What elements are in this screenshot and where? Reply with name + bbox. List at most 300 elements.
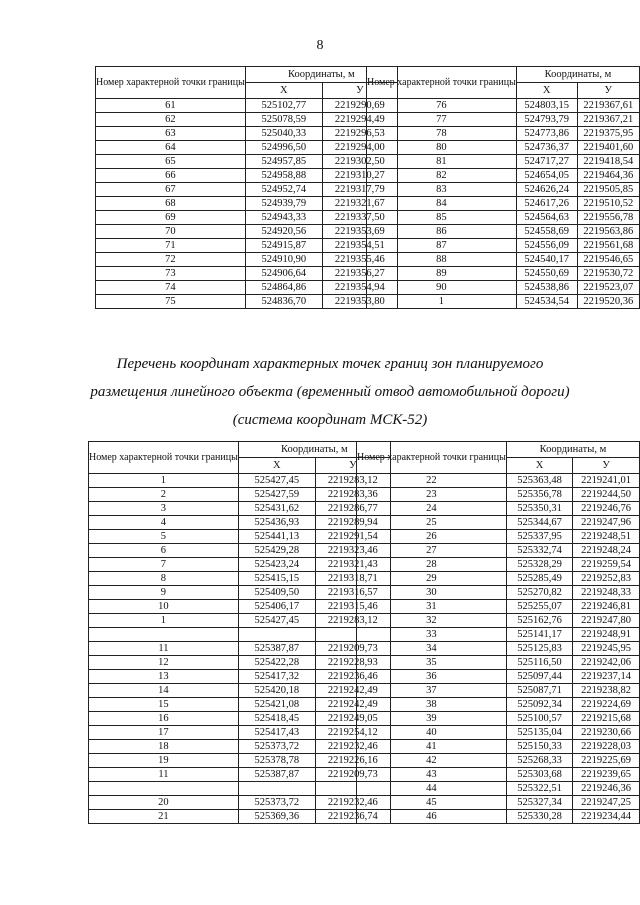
table-row: [96, 155, 398, 169]
point-number-cell: 19: [89, 754, 239, 768]
coordinate-x-cell: 524836,70: [245, 295, 322, 309]
coordinate-y-cell: 2219238,82: [573, 684, 640, 698]
coordinate-y-cell: 2219236,46: [315, 670, 390, 684]
coordinate-x-cell: 525420,18: [238, 684, 315, 698]
coordinate-x-cell: 525141,17: [506, 628, 572, 642]
table-row: [96, 169, 398, 183]
coordinate-x-cell: 525415,15: [238, 572, 315, 586]
point-number-cell: 8: [89, 572, 239, 586]
table-row: [357, 740, 640, 754]
point-number-cell: 41: [357, 740, 507, 754]
coordinate-x-cell: 524996,50: [245, 141, 322, 155]
table-row: [89, 614, 391, 628]
point-number-cell: 70: [96, 225, 246, 239]
point-number-cell: 72: [96, 253, 246, 267]
table-row: [357, 474, 640, 488]
point-number-cell: 75: [96, 295, 246, 309]
point-number-cell: 62: [96, 113, 246, 127]
coordinate-y-cell: 2219317,79: [322, 183, 397, 197]
coordinate-y-cell: 2219337,50: [322, 211, 397, 225]
header-y: У: [322, 83, 397, 99]
table-row: [89, 768, 391, 782]
coordinate-x-cell: 524538,86: [516, 281, 577, 295]
coordinates-table-4: [356, 441, 640, 824]
table-row: [367, 267, 640, 281]
coordinate-y-cell: 2219209,73: [315, 768, 390, 782]
table-row: [89, 642, 391, 656]
coordinate-y-cell: 2219353,80: [322, 295, 397, 309]
coordinate-x-cell: 525406,17: [238, 600, 315, 614]
point-number-cell: 77: [367, 113, 517, 127]
coordinate-x-cell: 525100,57: [506, 712, 572, 726]
point-number-cell: 73: [96, 267, 246, 281]
point-number-cell: 85: [367, 211, 517, 225]
coordinate-y-cell: 2219505,85: [577, 183, 639, 197]
point-number-cell: 3: [89, 502, 239, 516]
coordinate-x-cell: 525350,31: [506, 502, 572, 516]
table-row: [89, 810, 391, 824]
table-row: [89, 656, 391, 670]
coordinate-x-cell: 524617,26: [516, 197, 577, 211]
point-number-cell: 18: [89, 740, 239, 754]
coordinate-y-cell: 2219209,73: [315, 642, 390, 656]
table-row: [96, 225, 398, 239]
table-row: [96, 295, 398, 309]
table-row: [89, 516, 391, 530]
point-number-cell: 34: [357, 642, 507, 656]
coordinate-x-cell: 525125,83: [506, 642, 572, 656]
table-row: [367, 253, 640, 267]
coordinate-x-cell: 525328,29: [506, 558, 572, 572]
point-number-cell: 65: [96, 155, 246, 169]
coordinate-y-cell: 2219353,69: [322, 225, 397, 239]
coordinate-y-cell: 2219401,60: [577, 141, 639, 155]
point-number-cell: 39: [357, 712, 507, 726]
section-title-line-2: размещения линейного объекта (временный отвод автомобильной дороги): [90, 384, 570, 400]
section-title-line-3: (система координат МСК-52): [232, 412, 428, 428]
coordinate-y-cell: 2219563,86: [577, 225, 639, 239]
coordinate-y-cell: 2219520,36: [577, 295, 639, 309]
point-number-cell: 82: [367, 169, 517, 183]
table-row: [357, 586, 640, 600]
coordinate-x-cell: 525423,24: [238, 558, 315, 572]
coordinate-x-cell: 524773,86: [516, 127, 577, 141]
coordinate-y-cell: 2219241,01: [573, 474, 640, 488]
coordinate-y-cell: 2219248,33: [573, 586, 640, 600]
table-row: [367, 127, 640, 141]
coordinate-x-cell: 524556,09: [516, 239, 577, 253]
coordinate-x-cell: 525417,32: [238, 670, 315, 684]
coordinate-y-cell: 2219561,68: [577, 239, 639, 253]
coordinate-x-cell: 525040,33: [245, 127, 322, 141]
header-y: У: [573, 458, 640, 474]
point-number-cell: 87: [367, 239, 517, 253]
table-row: [357, 544, 640, 558]
coordinate-y-cell: 2219246,36: [573, 782, 640, 796]
table-row: [89, 586, 391, 600]
table-row: [357, 810, 640, 824]
point-number-cell: 78: [367, 127, 517, 141]
coordinate-x-cell: 525255,07: [506, 600, 572, 614]
coordinate-x-cell: 524736,37: [516, 141, 577, 155]
header-coordinates: Координаты, м: [506, 442, 639, 458]
section-title-line-1: Перечень координат характерных точек границ зон планируемого: [116, 356, 544, 372]
point-number-cell: 30: [357, 586, 507, 600]
coordinate-y-cell: 2219418,54: [577, 155, 639, 169]
coordinate-y-cell: 2219283,12: [315, 474, 390, 488]
point-number-cell: 28: [357, 558, 507, 572]
coordinate-y-cell: 2219291,54: [315, 530, 390, 544]
coordinate-y-cell: 2219248,51: [573, 530, 640, 544]
coordinate-x-cell: 525102,77: [245, 99, 322, 113]
table-row: [357, 642, 640, 656]
point-number-cell: 86: [367, 225, 517, 239]
coordinate-y-cell: 2219230,66: [573, 726, 640, 740]
point-number-cell: 1: [89, 614, 239, 628]
table-row: [89, 488, 391, 502]
table-row: [357, 796, 640, 810]
coordinate-x-cell: 525150,33: [506, 740, 572, 754]
header-coordinates: Координаты, м: [245, 67, 397, 83]
point-number-cell: [89, 782, 239, 796]
point-number-cell: [89, 628, 239, 642]
point-number-cell: 11: [89, 768, 239, 782]
coordinate-y-cell: 2219354,51: [322, 239, 397, 253]
coordinate-y-cell: 2219224,69: [573, 698, 640, 712]
coordinate-x-cell: 525330,28: [506, 810, 572, 824]
coordinate-y-cell: 2219252,83: [573, 572, 640, 586]
point-number-cell: 29: [357, 572, 507, 586]
coordinate-x-cell: 524803,15: [516, 99, 577, 113]
point-number-cell: 67: [96, 183, 246, 197]
coordinate-y-cell: 2219283,36: [315, 488, 390, 502]
coordinate-x-cell: 525441,13: [238, 530, 315, 544]
coordinate-x-cell: 525270,82: [506, 586, 572, 600]
coordinate-x-cell: 524534,54: [516, 295, 577, 309]
section-title: [60, 350, 600, 434]
table-row: [357, 768, 640, 782]
table-row: [89, 530, 391, 544]
table-row: [96, 99, 398, 113]
table-row: [89, 502, 391, 516]
table-row: [89, 572, 391, 586]
coordinate-y-cell: 2219367,61: [577, 99, 639, 113]
coordinate-x-cell: 525369,36: [238, 810, 315, 824]
coordinate-x-cell: 524558,69: [516, 225, 577, 239]
coordinate-y-cell: 2219259,54: [573, 558, 640, 572]
coordinate-y-cell: 2219215,68: [573, 712, 640, 726]
header-x: X: [516, 83, 577, 99]
table-row: [89, 628, 391, 642]
coordinate-y-cell: 2219232,46: [315, 740, 390, 754]
table-row: [96, 281, 398, 295]
coordinates-table-3: [88, 441, 391, 824]
coordinate-x-cell: 524550,69: [516, 267, 577, 281]
point-number-cell: 24: [357, 502, 507, 516]
table-row: [89, 726, 391, 740]
table-row: [367, 113, 640, 127]
point-number-cell: 43: [357, 768, 507, 782]
point-number-cell: 84: [367, 197, 517, 211]
table-row: [357, 782, 640, 796]
coordinate-x-cell: 524910,90: [245, 253, 322, 267]
point-number-cell: 80: [367, 141, 517, 155]
coordinate-y-cell: 2219289,94: [315, 516, 390, 530]
point-number-cell: 22: [357, 474, 507, 488]
table-row: [357, 726, 640, 740]
table-row: [357, 530, 640, 544]
table-row: [367, 211, 640, 225]
table-row: [367, 225, 640, 239]
coordinate-x-cell: 525431,62: [238, 502, 315, 516]
coordinate-y-cell: 2219242,06: [573, 656, 640, 670]
coordinate-x-cell: 525421,08: [238, 698, 315, 712]
coordinate-x-cell: 525285,49: [506, 572, 572, 586]
coordinate-y-cell: 2219246,76: [573, 502, 640, 516]
coordinate-y-cell: 2219225,69: [573, 754, 640, 768]
coordinate-x-cell: 524920,56: [245, 225, 322, 239]
point-number-cell: 2: [89, 488, 239, 502]
coordinate-x-cell: 525427,45: [238, 614, 315, 628]
coordinate-y-cell: 2219316,57: [315, 586, 390, 600]
table-row: [89, 544, 391, 558]
point-number-cell: 42: [357, 754, 507, 768]
coordinate-x-cell: 525387,87: [238, 642, 315, 656]
point-number-cell: 63: [96, 127, 246, 141]
coordinate-y-cell: 2219290,69: [322, 99, 397, 113]
header-y: У: [315, 458, 390, 474]
coordinate-x-cell: 525135,04: [506, 726, 572, 740]
coordinate-y-cell: 2219318,71: [315, 572, 390, 586]
coordinate-x-cell: 525268,33: [506, 754, 572, 768]
table-row: [367, 99, 640, 113]
coordinate-x-cell: 525356,78: [506, 488, 572, 502]
table-row: [357, 628, 640, 642]
coordinate-y-cell: 2219510,52: [577, 197, 639, 211]
coordinate-x-cell: 525087,71: [506, 684, 572, 698]
coordinate-y-cell: 2219523,07: [577, 281, 639, 295]
coordinate-x-cell: 524957,85: [245, 155, 322, 169]
point-number-cell: 68: [96, 197, 246, 211]
coordinate-y-cell: 2219321,43: [315, 558, 390, 572]
table-row: [96, 211, 398, 225]
point-number-cell: 10: [89, 600, 239, 614]
coordinate-x-cell: 524864,86: [245, 281, 322, 295]
point-number-cell: 66: [96, 169, 246, 183]
point-number-cell: 90: [367, 281, 517, 295]
point-number-cell: 40: [357, 726, 507, 740]
coordinate-x-cell: 525097,44: [506, 670, 572, 684]
table-row: [89, 754, 391, 768]
coordinate-x-cell: 525387,87: [238, 768, 315, 782]
point-number-cell: 13: [89, 670, 239, 684]
point-number-cell: 36: [357, 670, 507, 684]
coordinate-x-cell: [238, 782, 315, 796]
coordinate-y-cell: 2219232,46: [315, 796, 390, 810]
table-row: [89, 782, 391, 796]
coordinate-y-cell: 2219296,53: [322, 127, 397, 141]
point-number-cell: 26: [357, 530, 507, 544]
coordinate-x-cell: 525078,59: [245, 113, 322, 127]
header-coordinates: Координаты, м: [516, 67, 639, 83]
point-number-cell: 69: [96, 211, 246, 225]
table-row: [367, 295, 640, 309]
point-number-cell: 61: [96, 99, 246, 113]
table-row: [357, 698, 640, 712]
point-number-cell: 23: [357, 488, 507, 502]
table-row: [89, 558, 391, 572]
table-row: [89, 712, 391, 726]
header-coordinates: Координаты, м: [238, 442, 390, 458]
point-number-cell: 32: [357, 614, 507, 628]
point-number-cell: 7: [89, 558, 239, 572]
coordinate-x-cell: 525327,34: [506, 796, 572, 810]
coordinate-y-cell: 2219315,46: [315, 600, 390, 614]
coordinate-y-cell: 2219247,80: [573, 614, 640, 628]
coordinate-y-cell: 2219245,95: [573, 642, 640, 656]
coordinate-x-cell: 525332,74: [506, 544, 572, 558]
coordinate-y-cell: 2219354,94: [322, 281, 397, 295]
table-row: [357, 684, 640, 698]
table-row: [357, 754, 640, 768]
coordinate-x-cell: 525378,78: [238, 754, 315, 768]
point-number-cell: 31: [357, 600, 507, 614]
coordinate-y-cell: 2219321,67: [322, 197, 397, 211]
point-number-cell: 5: [89, 530, 239, 544]
coordinate-x-cell: 525417,43: [238, 726, 315, 740]
coordinate-y-cell: 2219375,95: [577, 127, 639, 141]
coordinate-x-cell: 525418,45: [238, 712, 315, 726]
table-row: [96, 239, 398, 253]
coordinate-y-cell: 2219356,27: [322, 267, 397, 281]
point-number-cell: 15: [89, 698, 239, 712]
point-number-cell: 1: [89, 474, 239, 488]
coordinate-y-cell: 2219248,24: [573, 544, 640, 558]
point-number-cell: 74: [96, 281, 246, 295]
table-row: [357, 670, 640, 684]
coordinate-y-cell: 2219556,78: [577, 211, 639, 225]
point-number-cell: 35: [357, 656, 507, 670]
table-row: [89, 474, 391, 488]
coordinate-y-cell: 2219302,50: [322, 155, 397, 169]
table-row: [89, 698, 391, 712]
point-number-cell: 44: [357, 782, 507, 796]
point-number-cell: 45: [357, 796, 507, 810]
coordinate-x-cell: 525427,45: [238, 474, 315, 488]
point-number-cell: 46: [357, 810, 507, 824]
point-number-cell: 27: [357, 544, 507, 558]
point-number-cell: 14: [89, 684, 239, 698]
coordinate-y-cell: 2219286,77: [315, 502, 390, 516]
coordinate-y-cell: 2219310,27: [322, 169, 397, 183]
coordinates-table-2: [366, 66, 640, 309]
coordinate-x-cell: 525409,50: [238, 586, 315, 600]
table-row: [367, 239, 640, 253]
coordinate-y-cell: 2219546,65: [577, 253, 639, 267]
coordinate-y-cell: 2219294,00: [322, 141, 397, 155]
table-row: [96, 127, 398, 141]
coordinate-y-cell: 2219294,49: [322, 113, 397, 127]
coordinate-y-cell: 2219244,50: [573, 488, 640, 502]
coordinate-y-cell: 2219254,12: [315, 726, 390, 740]
coordinate-x-cell: 525162,76: [506, 614, 572, 628]
coordinate-x-cell: 524626,24: [516, 183, 577, 197]
header-x: X: [506, 458, 572, 474]
table-row: [96, 197, 398, 211]
coordinate-x-cell: 525116,50: [506, 656, 572, 670]
table-row: [357, 572, 640, 586]
coordinate-y-cell: 2219247,25: [573, 796, 640, 810]
coordinate-y-cell: 2219242,49: [315, 698, 390, 712]
table-row: [357, 600, 640, 614]
table-row: [367, 141, 640, 155]
point-number-cell: 25: [357, 516, 507, 530]
coordinate-y-cell: 2219226,16: [315, 754, 390, 768]
coordinate-y-cell: 2219239,65: [573, 768, 640, 782]
header-x: X: [238, 458, 315, 474]
coordinate-x-cell: 524540,17: [516, 253, 577, 267]
coordinate-y-cell: 2219228,93: [315, 656, 390, 670]
coordinate-x-cell: [238, 628, 315, 642]
point-number-cell: 20: [89, 796, 239, 810]
coordinate-x-cell: 525427,59: [238, 488, 315, 502]
table-row: [89, 670, 391, 684]
coordinate-y-cell: 2219237,14: [573, 670, 640, 684]
point-number-cell: 21: [89, 810, 239, 824]
coordinate-x-cell: 525422,28: [238, 656, 315, 670]
coordinate-y-cell: 2219247,96: [573, 516, 640, 530]
coordinate-y-cell: 2219323,46: [315, 544, 390, 558]
coordinate-y-cell: 2219283,12: [315, 614, 390, 628]
table-row: [367, 281, 640, 295]
header-point-number: Номер характерной точки границы: [89, 442, 239, 474]
coordinate-x-cell: 525337,95: [506, 530, 572, 544]
coordinate-x-cell: 525322,51: [506, 782, 572, 796]
coordinate-x-cell: 525429,28: [238, 544, 315, 558]
table-row: [96, 141, 398, 155]
point-number-cell: 71: [96, 239, 246, 253]
header-point-number: Номер характерной точки границы: [367, 67, 517, 99]
coordinate-y-cell: 2219367,21: [577, 113, 639, 127]
header-point-number: Номер характерной точки границы: [357, 442, 507, 474]
coordinate-x-cell: 525363,48: [506, 474, 572, 488]
coordinate-x-cell: 524793,79: [516, 113, 577, 127]
coordinate-x-cell: 524564,63: [516, 211, 577, 225]
coordinate-y-cell: 2219242,49: [315, 684, 390, 698]
coordinate-y-cell: 2219530,72: [577, 267, 639, 281]
point-number-cell: 76: [367, 99, 517, 113]
point-number-cell: 64: [96, 141, 246, 155]
table-row: [96, 267, 398, 281]
point-number-cell: 16: [89, 712, 239, 726]
coordinate-x-cell: 525373,72: [238, 740, 315, 754]
header-point-number: Номер характерной точки границы: [96, 67, 246, 99]
point-number-cell: 17: [89, 726, 239, 740]
coordinate-x-cell: 525373,72: [238, 796, 315, 810]
table-row: [96, 113, 398, 127]
table-row: [367, 169, 640, 183]
point-number-cell: 37: [357, 684, 507, 698]
page-number: 8: [316, 38, 324, 53]
point-number-cell: 6: [89, 544, 239, 558]
table-row: [89, 796, 391, 810]
point-number-cell: 1: [367, 295, 517, 309]
coordinates-table-1: [95, 66, 398, 309]
table-row: [89, 740, 391, 754]
coordinate-x-cell: 525092,34: [506, 698, 572, 712]
header-x: X: [245, 83, 322, 99]
coordinate-x-cell: 525344,67: [506, 516, 572, 530]
